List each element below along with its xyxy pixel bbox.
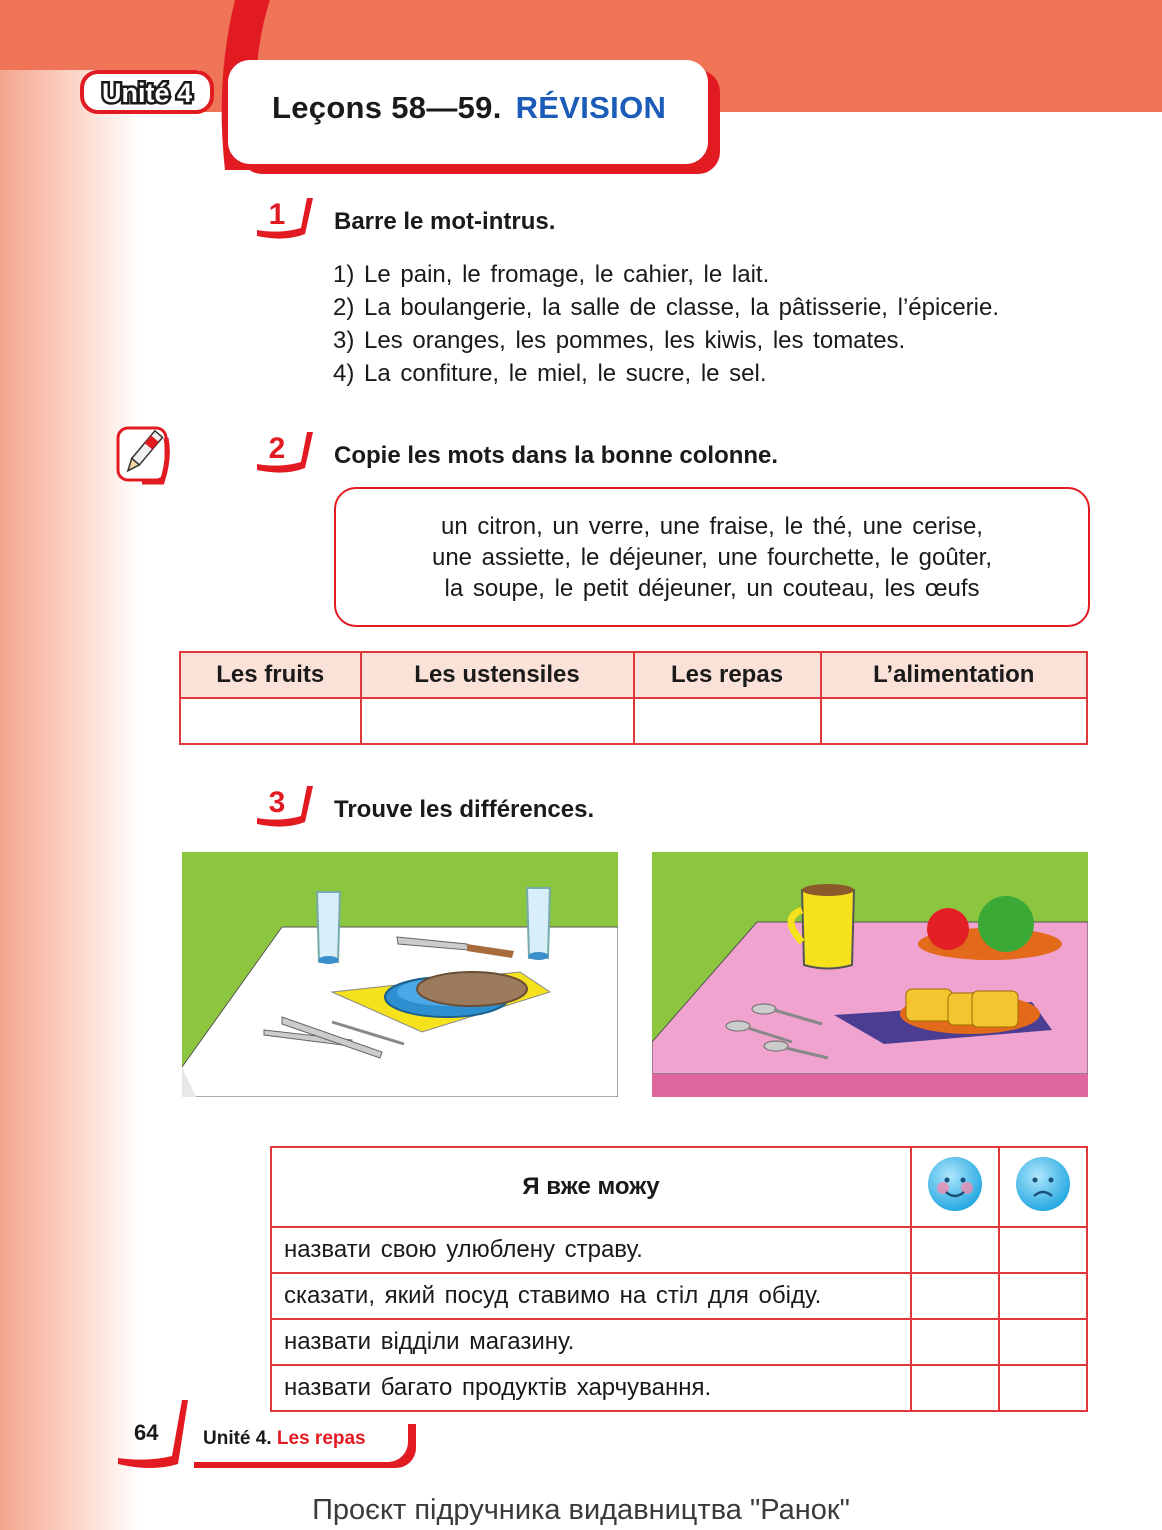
sad-face-header bbox=[999, 1147, 1087, 1227]
column-header: Les fruits bbox=[180, 652, 361, 698]
check-cell[interactable] bbox=[999, 1319, 1087, 1365]
exercise-3-number: 3 bbox=[255, 784, 311, 832]
happy-face-header bbox=[911, 1147, 999, 1227]
check-cell[interactable] bbox=[999, 1273, 1087, 1319]
happy-face-icon bbox=[927, 1156, 983, 1212]
column-header: L’alimentation bbox=[821, 652, 1087, 698]
answer-cell[interactable] bbox=[180, 698, 361, 744]
answer-cell[interactable] bbox=[361, 698, 634, 744]
exercise-1-title: Barre le mot-intrus. bbox=[334, 208, 556, 235]
footer-title bbox=[203, 1428, 366, 1450]
table-picture-left bbox=[182, 852, 618, 1097]
skill-item: сказати, який посуд ставимо на стіл для обіду. bbox=[271, 1273, 911, 1319]
unit-badge-text: Unité 4 bbox=[101, 78, 193, 108]
self-assessment-header: Я вже можу bbox=[271, 1147, 911, 1227]
pencil-icon bbox=[112, 422, 172, 486]
skill-item: назвати багато продуктів харчування. bbox=[271, 1365, 911, 1411]
lesson-title bbox=[272, 90, 666, 126]
skill-item: назвати відділи магазину. bbox=[271, 1319, 911, 1365]
sad-face-icon bbox=[1015, 1156, 1071, 1212]
check-cell[interactable] bbox=[911, 1227, 999, 1273]
check-cell[interactable] bbox=[911, 1273, 999, 1319]
exercise-1-list bbox=[333, 258, 999, 390]
check-cell[interactable] bbox=[999, 1227, 1087, 1273]
answer-cell[interactable] bbox=[821, 698, 1087, 744]
left-gradient-band bbox=[0, 0, 140, 1530]
column-header: Les ustensiles bbox=[361, 652, 634, 698]
exercise-2-title: Copie les mots dans la bonne colonne. bbox=[334, 442, 779, 469]
exercise-3-title: Trouve les différences. bbox=[334, 796, 595, 823]
check-cell[interactable] bbox=[911, 1319, 999, 1365]
publisher-caption: Проєкт підручника видавництва "Ранок" bbox=[312, 1494, 850, 1526]
lesson-number: Leçons 58—59. bbox=[272, 90, 502, 125]
revision-label: RÉVISION bbox=[515, 90, 667, 125]
category-table bbox=[179, 651, 1088, 745]
word-box bbox=[334, 487, 1090, 627]
table-picture-right bbox=[652, 852, 1088, 1097]
list-item: 3) Les oranges, les pommes, les kiwis, les tomates. bbox=[333, 327, 906, 354]
word-line: la soupe, le petit déjeuner, un couteau, les œufs bbox=[444, 575, 980, 602]
list-item: 2) La boulangerie, la salle de classe, la pâtisserie, l’épicerie. bbox=[333, 294, 1000, 321]
list-item: 4) La confiture, le miel, le sucre, le sel. bbox=[333, 360, 767, 387]
unit-badge bbox=[80, 70, 214, 114]
footer-chapter: Les repas bbox=[276, 1428, 366, 1449]
column-header: Les repas bbox=[634, 652, 821, 698]
exercise-1-number: 1 bbox=[255, 196, 311, 244]
answer-cell[interactable] bbox=[634, 698, 821, 744]
check-cell[interactable] bbox=[911, 1365, 999, 1411]
skill-item: назвати свою улюблену страву. bbox=[271, 1227, 911, 1273]
word-line: un citron, un verre, une fraise, le thé, une cerise, bbox=[441, 513, 983, 540]
self-assessment-table bbox=[270, 1146, 1088, 1412]
check-cell[interactable] bbox=[999, 1365, 1087, 1411]
footer-unit: Unité 4. bbox=[203, 1428, 272, 1449]
word-line: une assiette, le déjeuner, une fourchette, le goûter, bbox=[431, 544, 993, 571]
exercise-2-number: 2 bbox=[255, 430, 311, 478]
list-item: 1) Le pain, le fromage, le cahier, le lait. bbox=[333, 261, 770, 288]
page-number: 64 bbox=[134, 1420, 159, 1445]
